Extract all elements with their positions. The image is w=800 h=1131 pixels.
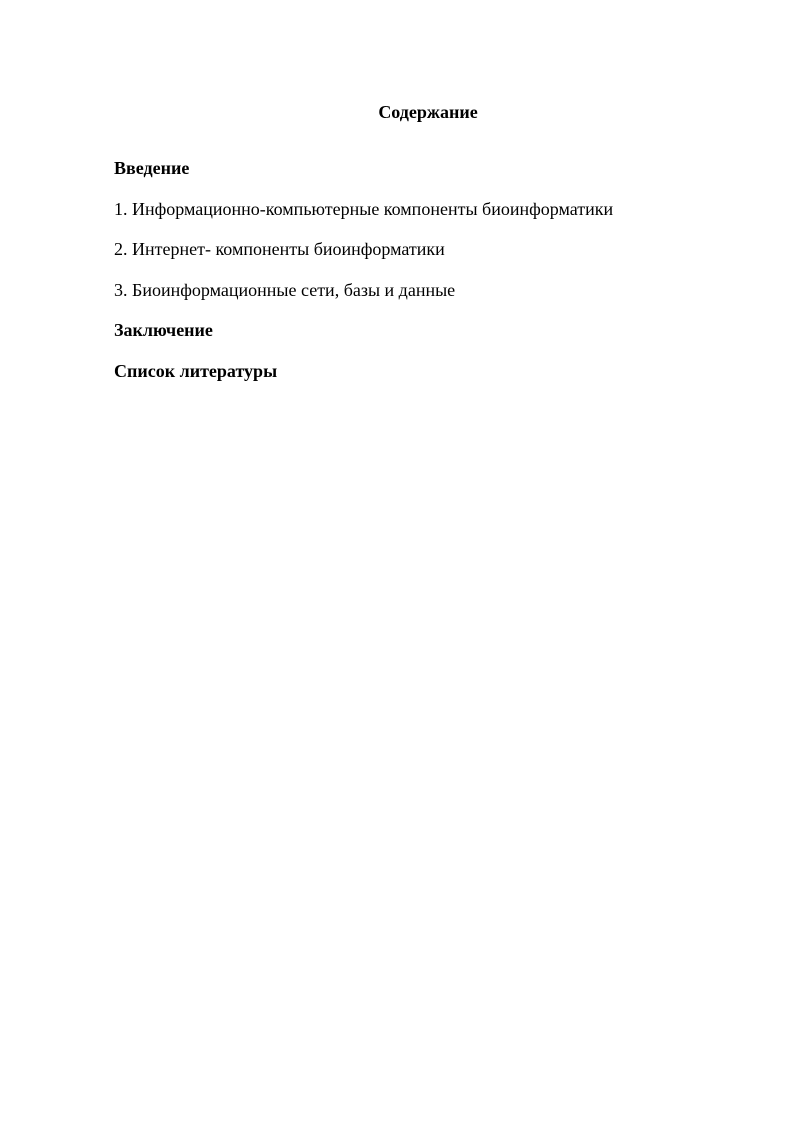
- toc-item-conclusion: Заключение: [114, 320, 213, 340]
- toc-item-section-2: 2. Интернет- компоненты биоинформатики: [114, 239, 445, 259]
- toc-item-introduction: Введение: [114, 158, 190, 178]
- toc-item-section-1: 1. Информационно-компьютерные компоненты биоинформатики: [114, 199, 614, 219]
- toc-item-section-3: 3. Биоинформационные сети, базы и данные: [114, 280, 456, 300]
- toc-item-references: Список литературы: [114, 361, 278, 381]
- page-title: Содержание: [378, 102, 478, 122]
